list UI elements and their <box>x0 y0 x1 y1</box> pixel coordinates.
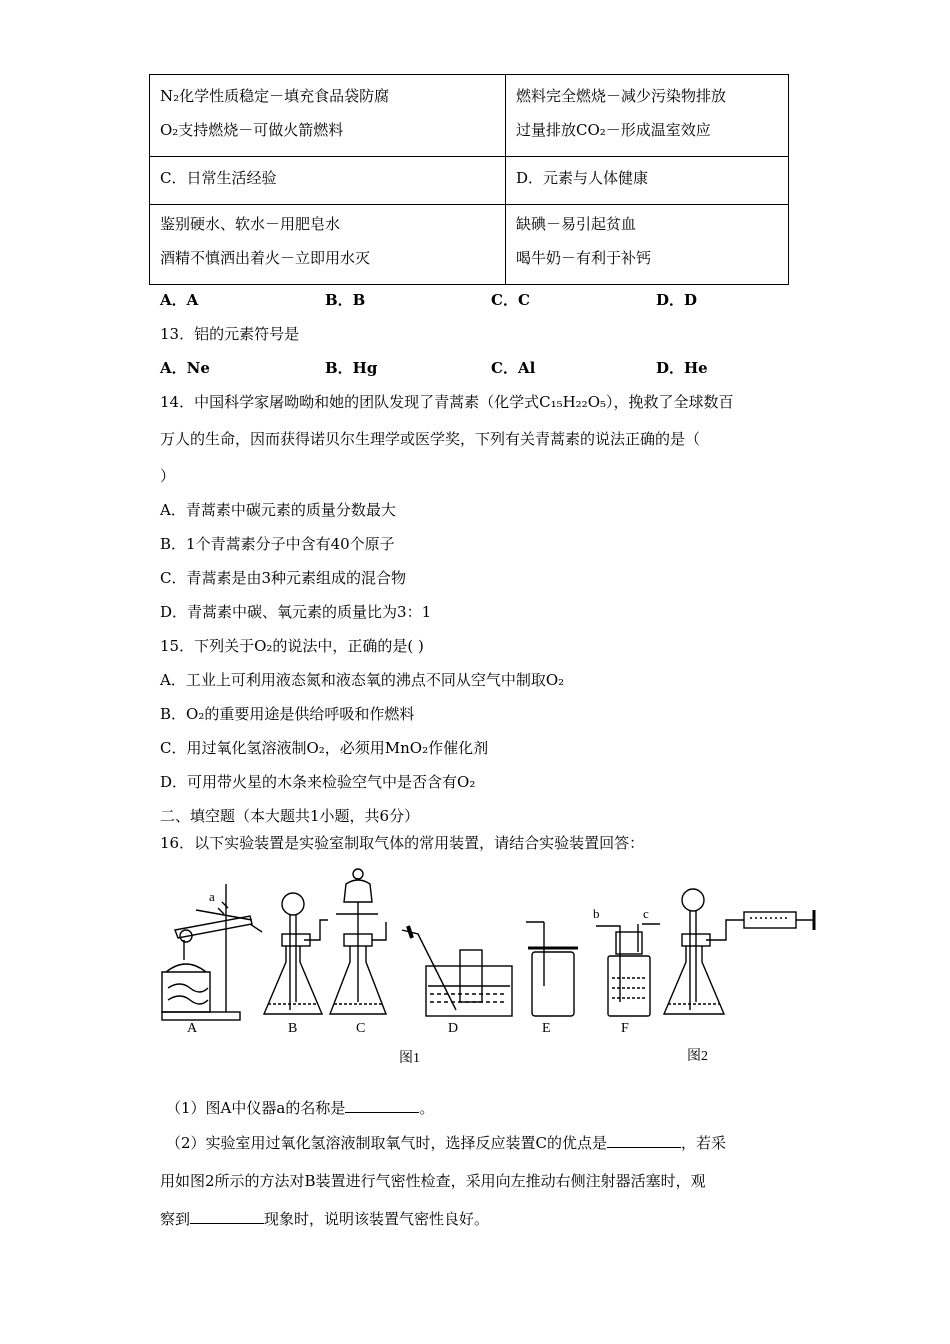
q16-part2-line3-end: 现象时，说明该装置气密性良好。 <box>264 1210 490 1228</box>
q12-cell-b-line2: 过量排放CO₂－形成温室效应 <box>516 121 711 139</box>
q16-stem: 16．以下实验装置是实验室制取气体的常用装置，请结合实验装置回答： <box>160 834 645 852</box>
q12-option-b: B．B <box>325 291 366 309</box>
q12-head-c <box>150 157 506 205</box>
apparatus-c <box>330 869 386 1014</box>
q13-stem: 13．铝的元素符号是 <box>160 325 300 343</box>
q12-table <box>149 74 789 285</box>
q16-part2-text-end: ，若采 <box>681 1134 727 1152</box>
q14-option-a: A．青蒿素中碳元素的质量分数最大 <box>160 501 396 519</box>
apparatus-e <box>526 922 578 1016</box>
q15-option-a: A．工业上可利用液态氮和液态氧的沸点不同从空气中制取O₂ <box>160 671 565 689</box>
figure-label-d: D <box>448 1021 459 1036</box>
q12-option-a: A．A <box>160 291 199 309</box>
q16-part2-line2: 用如图2所示的方法对B装置进行气密性检查，采用向左推动右侧注射器活塞时，观 <box>160 1172 706 1190</box>
q16-part1-text: （1）图A中仪器a的名称是 <box>166 1099 346 1117</box>
figure-label-b: B <box>288 1021 298 1036</box>
q15-option-c: C．用过氧化氢溶液制O₂，必须用MnO₂作催化剂 <box>160 739 489 757</box>
q12-cell-a-line1: N₂化学性质稳定－填充食品袋防腐 <box>160 87 390 105</box>
q12-head-d <box>506 157 789 205</box>
q12-cell-c-line1: 鉴别硬水、软水－用肥皂水 <box>160 215 341 233</box>
figure-label-e: E <box>542 1021 551 1036</box>
figure-label-f: F <box>621 1021 629 1036</box>
q12-cell-d-line2: 喝牛奶－有利于补钙 <box>516 249 652 267</box>
q16-part2-blank1[interactable] <box>607 1133 681 1148</box>
q12-cell-d <box>506 205 789 285</box>
q12-cell-b-line1: 燃料完全燃烧－减少污染物排放 <box>516 87 727 105</box>
apparatus-b <box>264 893 328 1014</box>
q14-option-c: C．青蒿素是由3种元素组成的混合物 <box>160 569 407 587</box>
q15-option-d: D．可用带火星的木条来检验空气中是否含有O₂ <box>160 773 476 791</box>
q14-stem-line2: 万人的生命，因而获得诺贝尔生理学或医学奖，下列有关青蒿素的说法正确的是（ <box>160 430 701 448</box>
q14-option-d: D．青蒿素中碳、氧元素的质量比为3：1 <box>160 603 432 621</box>
label-c: c <box>643 906 649 921</box>
q16-part1-blank[interactable] <box>345 1098 419 1113</box>
q16-part2-text: （2）实验室用过氧化氢溶液制取氧气时，选择反应装置C的优点是 <box>166 1134 608 1152</box>
q12-cell-c <box>150 205 506 285</box>
q16-part2-blank2[interactable] <box>190 1209 264 1224</box>
q16-part1-end: 。 <box>419 1099 435 1117</box>
apparatus-f <box>596 924 660 1016</box>
q13-option-d: D．He <box>656 359 708 377</box>
apparatus-a <box>162 884 262 1020</box>
figure-caption-1: 图1 <box>399 1051 420 1066</box>
q15-option-b: B．O₂的重要用途是供给呼吸和作燃料 <box>160 705 415 723</box>
q12-cell-d-line1: 缺碘－易引起贫血 <box>516 215 637 233</box>
figure-caption-2: 图2 <box>687 1049 708 1064</box>
figure-label-a: A <box>187 1021 198 1036</box>
q14-stem-line1: 14．中国科学家屠呦呦和她的团队发现了青蒿素（化学式C₁₅H₂₂O₅），挽救了全球数百 <box>160 393 734 411</box>
label-b: b <box>593 906 600 921</box>
q12-cell-a-line2: O₂支持燃烧－可做火箭燃料 <box>160 121 344 139</box>
figure-label-c: C <box>356 1021 366 1036</box>
apparatus-figure <box>150 862 830 1072</box>
q13-option-c: C．Al <box>491 359 536 377</box>
q14-stem-line3: ） <box>160 467 176 485</box>
q15-stem: 15．下列关于O₂的说法中，正确的是( ) <box>160 637 424 655</box>
apparatus-fig2 <box>664 889 814 1014</box>
q12-cell-c-line2: 酒精不慎洒出着火－立即用水灭 <box>160 249 371 267</box>
q12-cell-b <box>506 75 789 157</box>
q13-option-a: A．Ne <box>160 359 210 377</box>
q16-part2-line3-text: 察到 <box>160 1210 191 1228</box>
q12-option-c: C．C <box>491 291 530 309</box>
q14-option-b: B．1个青蒿素分子中含有40个原子 <box>160 535 395 553</box>
q16-part2-line3 <box>160 1208 489 1229</box>
q12-head-c-text: C．日常生活经验 <box>160 169 277 187</box>
apparatus-d <box>402 926 512 1016</box>
q16-part1 <box>166 1097 434 1118</box>
q12-option-d: D．D <box>656 291 698 309</box>
label-a: a <box>209 889 215 904</box>
q12-head-d-text: D．元素与人体健康 <box>516 169 649 187</box>
q13-option-b: B．Hg <box>325 359 378 377</box>
section-heading: 二、填空题（本大题共1小题，共6分） <box>160 807 420 825</box>
q16-part2-line1 <box>166 1132 726 1153</box>
q12-cell-a <box>150 75 506 157</box>
